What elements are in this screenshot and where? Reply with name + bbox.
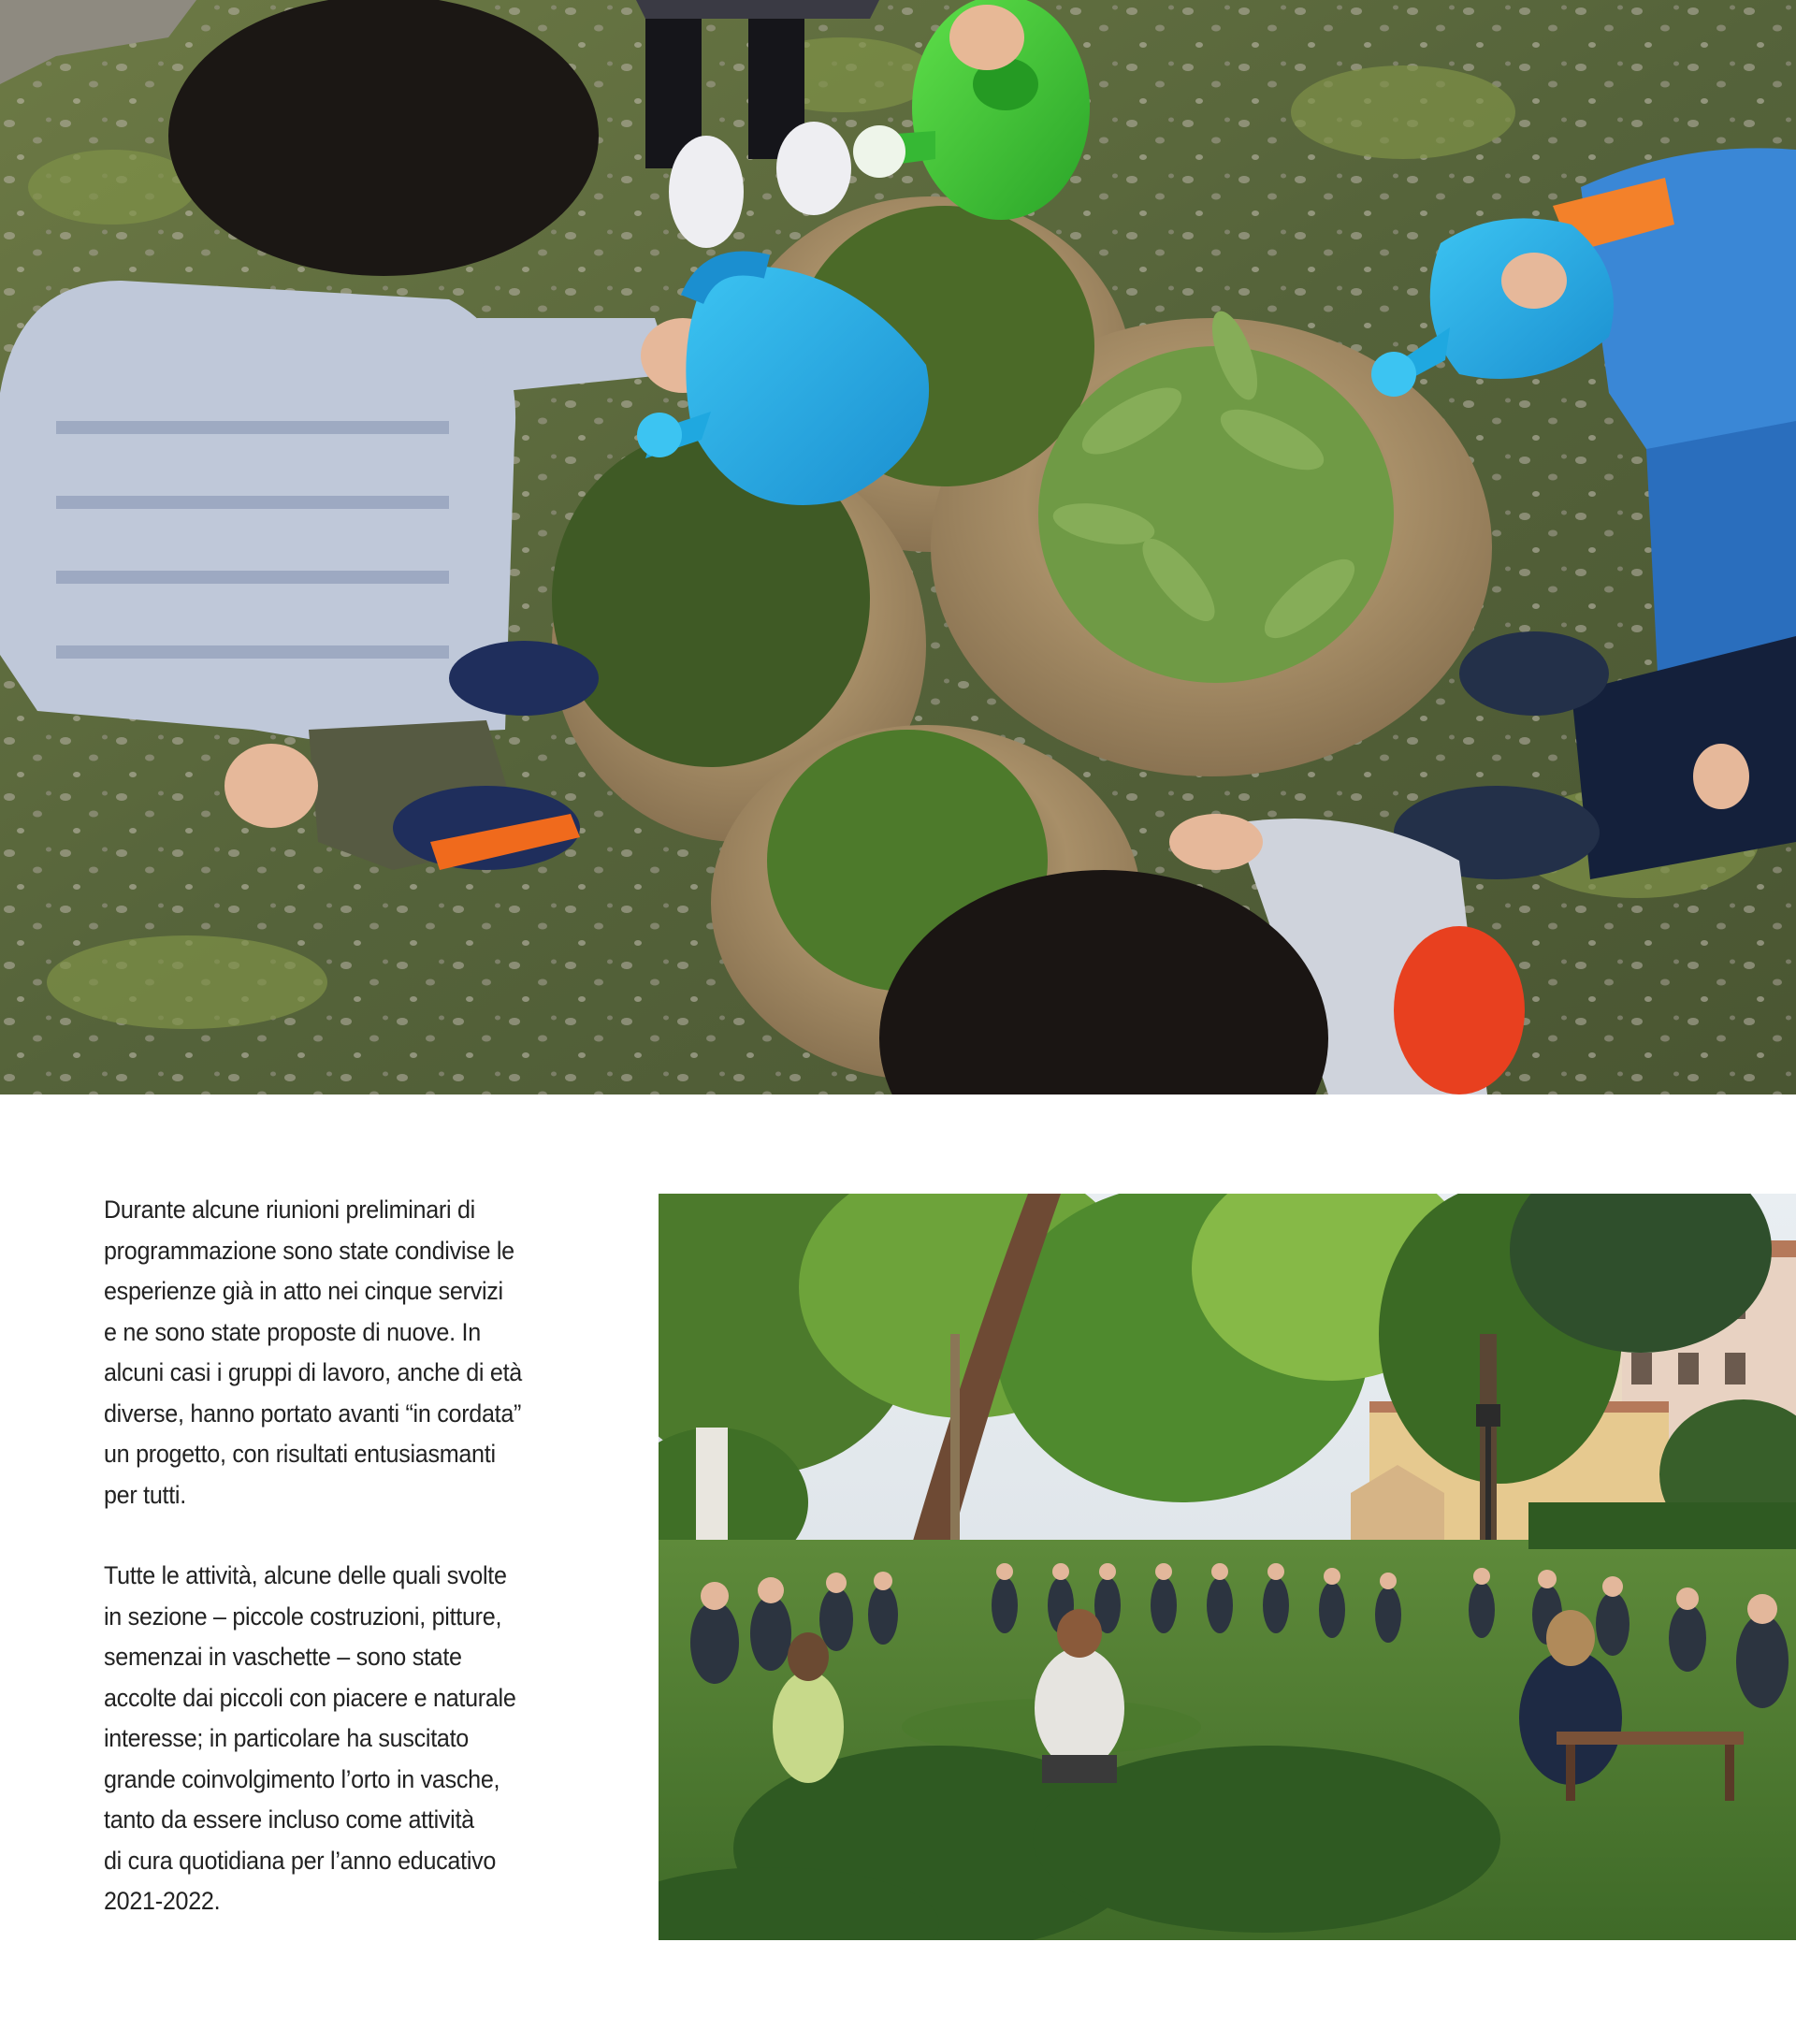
child-right-shoe	[1459, 631, 1609, 716]
text-line: semenzai in vaschette – sono state	[104, 1643, 462, 1671]
text-line: alcuni casi i gruppi di lavoro, anche di età	[104, 1358, 522, 1386]
paragraph-1	[104, 1190, 522, 1515]
paragraph-2	[104, 1556, 516, 1922]
text-line: programmazione sono state condivise le	[104, 1236, 514, 1265]
text-line: e ne sono state proposte di nuove. In	[104, 1317, 481, 1346]
text-line: accolte dai piccoli con piacere e naturale	[104, 1683, 516, 1712]
red-watering-can	[1394, 926, 1525, 1094]
bottom-photo	[659, 1194, 1796, 1940]
text-line: Durante alcune riunioni preliminari di	[104, 1196, 475, 1224]
text-line: grande coinvolgimento l’orto in vasche,	[104, 1764, 500, 1793]
text-line: in sezione – piccole costruzioni, pitture,	[104, 1602, 502, 1631]
text-line: esperienze già in atto nei cinque servizi	[104, 1277, 503, 1305]
text-line: un progetto, con risultati entusiasmanti	[104, 1440, 496, 1468]
text-line: diverse, hanno portato avanti “in cordata”	[104, 1399, 522, 1428]
text-line: di cura quotidiana per l’anno educativo	[104, 1846, 497, 1875]
text-line: tanto da essere incluso come attività	[104, 1805, 474, 1834]
child-left-hair	[168, 0, 599, 276]
text-line: Tutte le attività, alcune delle quali svolte	[104, 1561, 507, 1589]
child-left-sweater	[0, 281, 515, 739]
body-text	[104, 1190, 522, 1922]
park-meeting-illustration	[659, 1194, 1796, 1940]
bench	[1557, 1732, 1744, 1745]
text-line: interesse; in particolare ha suscitato	[104, 1724, 469, 1752]
text-line: 2021-2022.	[104, 1887, 221, 1915]
text-line: per tutti.	[104, 1480, 186, 1509]
child-left-shoe	[449, 641, 599, 716]
